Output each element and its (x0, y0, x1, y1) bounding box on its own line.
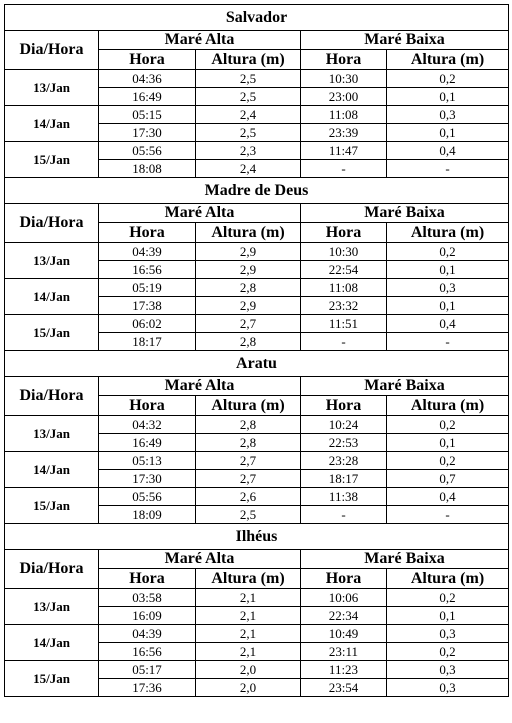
day-label: 14/Jan (5, 625, 99, 661)
high-tide-height: 2,7 (196, 315, 301, 333)
low-tide-height: 0,1 (387, 434, 509, 452)
high-tide-height: 2,1 (196, 625, 301, 643)
low-tide-height: 0,2 (387, 452, 509, 470)
altura-header: Altura (m) (196, 50, 301, 70)
mare-alta-header: Maré Alta (99, 31, 301, 50)
location-title: Aratu (5, 351, 509, 377)
low-tide-time: 23:39 (301, 124, 387, 142)
location-title-row (5, 5, 509, 31)
low-tide-time: 10:49 (301, 625, 387, 643)
high-tide-height: 2,8 (196, 416, 301, 434)
low-tide-height: 0,4 (387, 315, 509, 333)
high-tide-height: 2,1 (196, 643, 301, 661)
high-tide-height: 2,1 (196, 607, 301, 625)
high-tide-time: 04:39 (99, 625, 196, 643)
high-tide-time: 03:58 (99, 589, 196, 607)
low-tide-height: 0,2 (387, 70, 509, 88)
location-title-row (5, 178, 509, 204)
low-tide-height: 0,2 (387, 643, 509, 661)
low-tide-height: - (387, 506, 509, 524)
table-row (5, 315, 509, 333)
low-tide-height: 0,3 (387, 279, 509, 297)
high-tide-height: 2,5 (196, 506, 301, 524)
low-tide-time: 22:54 (301, 261, 387, 279)
table-row (5, 70, 509, 88)
hora-header: Hora (301, 396, 387, 416)
high-tide-time: 05:13 (99, 452, 196, 470)
low-tide-time: 23:32 (301, 297, 387, 315)
low-tide-time: 10:30 (301, 70, 387, 88)
location-title: Madre de Deus (5, 178, 509, 204)
altura-header: Altura (m) (387, 50, 509, 70)
low-tide-time: 11:51 (301, 315, 387, 333)
header-row (5, 204, 509, 223)
high-tide-time: 17:30 (99, 470, 196, 488)
high-tide-time: 16:56 (99, 643, 196, 661)
high-tide-time: 05:56 (99, 488, 196, 506)
table-row (5, 106, 509, 124)
altura-header: Altura (m) (196, 396, 301, 416)
table-row (5, 661, 509, 679)
day-label: 14/Jan (5, 452, 99, 488)
low-tide-height: 0,2 (387, 589, 509, 607)
low-tide-time: - (301, 160, 387, 178)
high-tide-height: 2,3 (196, 142, 301, 160)
high-tide-height: 2,8 (196, 279, 301, 297)
mare-alta-header: Maré Alta (99, 550, 301, 569)
low-tide-height: 0,1 (387, 607, 509, 625)
low-tide-height: 0,2 (387, 416, 509, 434)
day-label: 13/Jan (5, 70, 99, 106)
high-tide-time: 05:15 (99, 106, 196, 124)
high-tide-height: 2,0 (196, 679, 301, 697)
high-tide-time: 18:17 (99, 333, 196, 351)
low-tide-height: - (387, 333, 509, 351)
high-tide-time: 04:32 (99, 416, 196, 434)
low-tide-height: 0,4 (387, 142, 509, 160)
mare-baixa-header: Maré Baixa (301, 31, 509, 50)
low-tide-height: 0,1 (387, 124, 509, 142)
dia-hora-header: Dia/Hora (5, 204, 99, 243)
high-tide-height: 2,5 (196, 88, 301, 106)
day-label: 15/Jan (5, 661, 99, 697)
table-row (5, 243, 509, 261)
day-label: 15/Jan (5, 315, 99, 351)
mare-baixa-header: Maré Baixa (301, 377, 509, 396)
high-tide-time: 16:49 (99, 88, 196, 106)
location-title-row (5, 351, 509, 377)
high-tide-height: 2,4 (196, 106, 301, 124)
table-row (5, 416, 509, 434)
high-tide-time: 17:38 (99, 297, 196, 315)
high-tide-time: 05:19 (99, 279, 196, 297)
table-row (5, 452, 509, 470)
dia-hora-header: Dia/Hora (5, 550, 99, 589)
high-tide-time: 04:36 (99, 70, 196, 88)
hora-header: Hora (99, 223, 196, 243)
table-row (5, 142, 509, 160)
low-tide-time: 11:47 (301, 142, 387, 160)
low-tide-time: 22:34 (301, 607, 387, 625)
altura-header: Altura (m) (387, 569, 509, 589)
high-tide-height: 2,5 (196, 124, 301, 142)
low-tide-time: 23:54 (301, 679, 387, 697)
day-label: 14/Jan (5, 279, 99, 315)
altura-header: Altura (m) (196, 223, 301, 243)
mare-alta-header: Maré Alta (99, 377, 301, 396)
day-label: 15/Jan (5, 142, 99, 178)
high-tide-time: 17:30 (99, 124, 196, 142)
high-tide-height: 2,9 (196, 243, 301, 261)
day-label: 13/Jan (5, 589, 99, 625)
low-tide-time: 23:00 (301, 88, 387, 106)
tide-table-body (5, 5, 509, 697)
low-tide-height: 0,1 (387, 88, 509, 106)
dia-hora-header: Dia/Hora (5, 377, 99, 416)
mare-alta-header: Maré Alta (99, 204, 301, 223)
low-tide-height: 0,1 (387, 261, 509, 279)
high-tide-time: 16:49 (99, 434, 196, 452)
low-tide-height: 0,3 (387, 106, 509, 124)
dia-hora-header: Dia/Hora (5, 31, 99, 70)
low-tide-time: 11:38 (301, 488, 387, 506)
low-tide-time: 18:17 (301, 470, 387, 488)
table-row (5, 488, 509, 506)
high-tide-height: 2,4 (196, 160, 301, 178)
low-tide-time: 11:08 (301, 106, 387, 124)
low-tide-time: 10:24 (301, 416, 387, 434)
hora-header: Hora (99, 569, 196, 589)
high-tide-height: 2,0 (196, 661, 301, 679)
high-tide-time: 04:39 (99, 243, 196, 261)
high-tide-time: 18:09 (99, 506, 196, 524)
low-tide-height: 0,1 (387, 297, 509, 315)
low-tide-height: 0,3 (387, 625, 509, 643)
low-tide-time: - (301, 506, 387, 524)
low-tide-height: 0,4 (387, 488, 509, 506)
high-tide-height: 2,8 (196, 434, 301, 452)
header-row (5, 31, 509, 50)
low-tide-time: 11:08 (301, 279, 387, 297)
high-tide-height: 2,9 (196, 261, 301, 279)
high-tide-time: 16:09 (99, 607, 196, 625)
location-title-row (5, 524, 509, 550)
high-tide-height: 2,8 (196, 333, 301, 351)
low-tide-time: 23:11 (301, 643, 387, 661)
table-row (5, 625, 509, 643)
altura-header: Altura (m) (387, 396, 509, 416)
high-tide-time: 18:08 (99, 160, 196, 178)
high-tide-height: 2,9 (196, 297, 301, 315)
location-title: Salvador (5, 5, 509, 31)
high-tide-time: 05:56 (99, 142, 196, 160)
day-label: 13/Jan (5, 416, 99, 452)
low-tide-height: - (387, 160, 509, 178)
high-tide-height: 2,1 (196, 589, 301, 607)
high-tide-height: 2,5 (196, 70, 301, 88)
table-row (5, 589, 509, 607)
low-tide-time: 11:23 (301, 661, 387, 679)
low-tide-time: 23:28 (301, 452, 387, 470)
hora-header: Hora (301, 569, 387, 589)
high-tide-height: 2,7 (196, 470, 301, 488)
mare-baixa-header: Maré Baixa (301, 550, 509, 569)
table-row (5, 279, 509, 297)
high-tide-height: 2,7 (196, 452, 301, 470)
altura-header: Altura (m) (196, 569, 301, 589)
header-row (5, 550, 509, 569)
altura-header: Altura (m) (387, 223, 509, 243)
low-tide-time: 10:06 (301, 589, 387, 607)
low-tide-time: - (301, 333, 387, 351)
low-tide-time: 22:53 (301, 434, 387, 452)
mare-baixa-header: Maré Baixa (301, 204, 509, 223)
high-tide-time: 05:17 (99, 661, 196, 679)
hora-header: Hora (301, 223, 387, 243)
low-tide-height: 0,2 (387, 243, 509, 261)
low-tide-time: 10:30 (301, 243, 387, 261)
location-title: Ilhéus (5, 524, 509, 550)
day-label: 14/Jan (5, 106, 99, 142)
low-tide-height: 0,7 (387, 470, 509, 488)
header-row (5, 377, 509, 396)
tide-table (4, 4, 509, 697)
high-tide-time: 16:56 (99, 261, 196, 279)
day-label: 15/Jan (5, 488, 99, 524)
low-tide-height: 0,3 (387, 679, 509, 697)
high-tide-time: 17:36 (99, 679, 196, 697)
high-tide-time: 06:02 (99, 315, 196, 333)
hora-header: Hora (301, 50, 387, 70)
hora-header: Hora (99, 50, 196, 70)
day-label: 13/Jan (5, 243, 99, 279)
high-tide-height: 2,6 (196, 488, 301, 506)
hora-header: Hora (99, 396, 196, 416)
low-tide-height: 0,3 (387, 661, 509, 679)
